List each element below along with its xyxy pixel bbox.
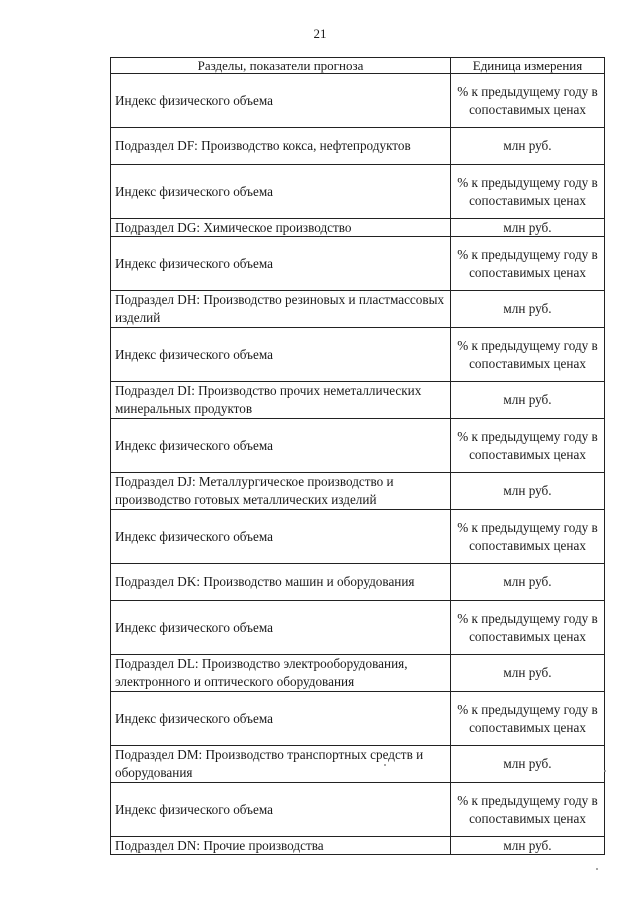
table-row (111, 291, 605, 328)
table-row (111, 473, 605, 510)
table-row (111, 510, 605, 564)
unit-cell: % к предыдущему году в сопоставимых ценах (451, 601, 605, 655)
unit-cell: % к предыдущему году в сопоставимых ценах (451, 419, 605, 473)
table-row (111, 783, 605, 837)
unit-cell: млн руб. (451, 291, 605, 328)
unit-cell: млн руб. (451, 219, 605, 237)
unit-cell: % к предыдущему году в сопоставимых ценах (451, 74, 605, 128)
unit-cell: млн руб. (451, 564, 605, 601)
header-row (111, 58, 605, 74)
table-row (111, 601, 605, 655)
table-row (111, 382, 605, 419)
indicator-label: Индекс физического объема (111, 601, 451, 655)
table-row (111, 746, 605, 783)
subsection-label: Подраздел DH: Производство резиновых и пластмассовых изделий (111, 291, 451, 328)
table-row (111, 219, 605, 237)
subsection-label: Подраздел DN: Прочие производства (111, 837, 451, 855)
table-row (111, 655, 605, 692)
table-row (111, 165, 605, 219)
indicator-label: Индекс физического объема (111, 419, 451, 473)
header-unit: Единица измерения (451, 58, 605, 74)
table-row (111, 128, 605, 165)
unit-cell: млн руб. (451, 746, 605, 783)
unit-cell: % к предыдущему году в сопоставимых ценах (451, 692, 605, 746)
unit-cell: млн руб. (451, 382, 605, 419)
unit-cell: млн руб. (451, 655, 605, 692)
indicator-label: Индекс физического объема (111, 510, 451, 564)
indicator-label: Индекс физического объема (111, 74, 451, 128)
unit-cell: % к предыдущему году в сопоставимых ценах (451, 328, 605, 382)
subsection-label: Подраздел DF: Производство кокса, нефтепродуктов (111, 128, 451, 165)
unit-cell: % к предыдущему году в сопоставимых ценах (451, 237, 605, 291)
table-row (111, 419, 605, 473)
indicator-label: Индекс физического объема (111, 237, 451, 291)
indicator-label: Индекс физического объема (111, 692, 451, 746)
unit-cell: % к предыдущему году в сопоставимых ценах (451, 510, 605, 564)
table-row (111, 74, 605, 128)
table-row (111, 237, 605, 291)
table-body (111, 74, 605, 855)
subsection-label: Подраздел DJ: Металлургическое производство и производство готовых металлических изделий (111, 473, 451, 510)
subsection-label: Подраздел DG: Химическое производство (111, 219, 451, 237)
subsection-label: Подраздел DM: Производство транспортных средств и оборудования (111, 746, 451, 783)
unit-cell: % к предыдущему году в сопоставимых ценах (451, 783, 605, 837)
header-sections-indicators: Разделы, показатели прогноза (111, 58, 451, 74)
subsection-label: Подраздел DK: Производство машин и оборудования (111, 564, 451, 601)
table-row (111, 837, 605, 855)
forecast-table (110, 57, 605, 855)
unit-cell: % к предыдущему году в сопоставимых ценах (451, 165, 605, 219)
unit-cell: млн руб. (451, 473, 605, 510)
subsection-label: Подраздел DI: Производство прочих неметаллических минеральных продуктов (111, 382, 451, 419)
indicator-label: Индекс физического объема (111, 165, 451, 219)
scan-speck (596, 868, 598, 870)
subsection-label: Подраздел DL: Производство электрооборудования, электронного и оптического оборудования (111, 655, 451, 692)
indicator-label: Индекс физического объема (111, 783, 451, 837)
table-row (111, 328, 605, 382)
unit-cell: млн руб. (451, 128, 605, 165)
page-number: 21 (313, 26, 327, 41)
unit-cell: млн руб. (451, 837, 605, 855)
table-row (111, 692, 605, 746)
indicator-label: Индекс физического объема (111, 328, 451, 382)
scan-speck (384, 764, 386, 766)
scan-speck (604, 770, 606, 772)
table-header (111, 58, 605, 74)
table-row (111, 564, 605, 601)
